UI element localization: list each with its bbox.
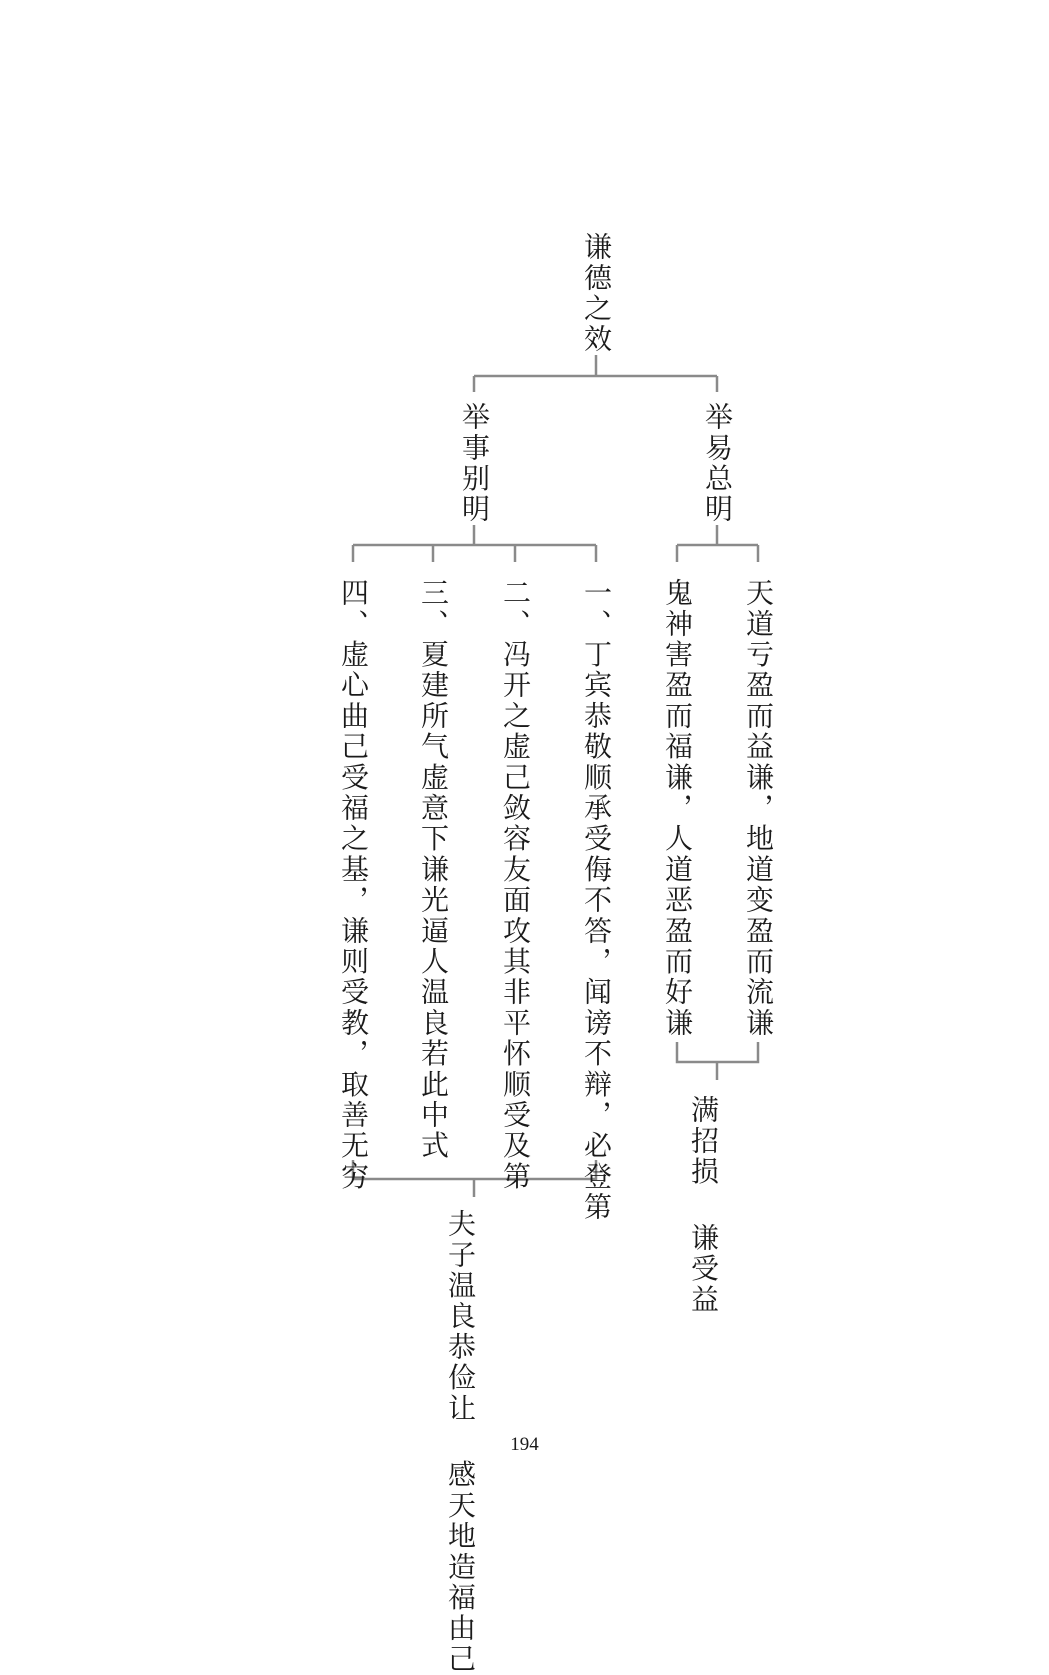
left-summary-bracket [353,1160,596,1197]
right-branch-bracket [677,525,758,562]
left-item-1: 一、丁宾恭敬顺承受侮不答，闻谤不辩，必登第 [580,578,613,1223]
root-bracket [474,355,717,392]
left-item-2: 二、冯开之虚己敛容友面攻其非平怀顺受及第 [499,578,532,1192]
left-summary-line-2: 感天地造福由己 [444,1459,477,1675]
branch-right-node: 举易总明 [701,402,734,525]
right-summary [687,1095,719,1315]
left-item-3: 三、夏建所气虚意下谦光逼人温良若此中式 [417,578,450,1162]
right-item-1: 天道亏盈而益谦，地道变盈而流谦 [742,578,775,1039]
page-number: 194 [510,1434,539,1455]
right-item-2: 鬼神害盈而福谦，人道恶盈而好谦 [661,578,694,1039]
left-branch-bracket [353,525,596,562]
left-item-4: 四、虚心曲己受福之基，谦则受教，取善无穷 [337,578,370,1192]
right-summary-line-1: 满招损 [687,1095,720,1188]
right-summary-line-2: 谦受益 [687,1222,720,1315]
root-node: 谦德之效 [580,232,613,355]
branch-left-node: 举事别明 [458,402,491,525]
right-summary-bracket [677,1042,758,1080]
left-summary-line-1: 夫子温良恭俭让 [444,1209,477,1424]
